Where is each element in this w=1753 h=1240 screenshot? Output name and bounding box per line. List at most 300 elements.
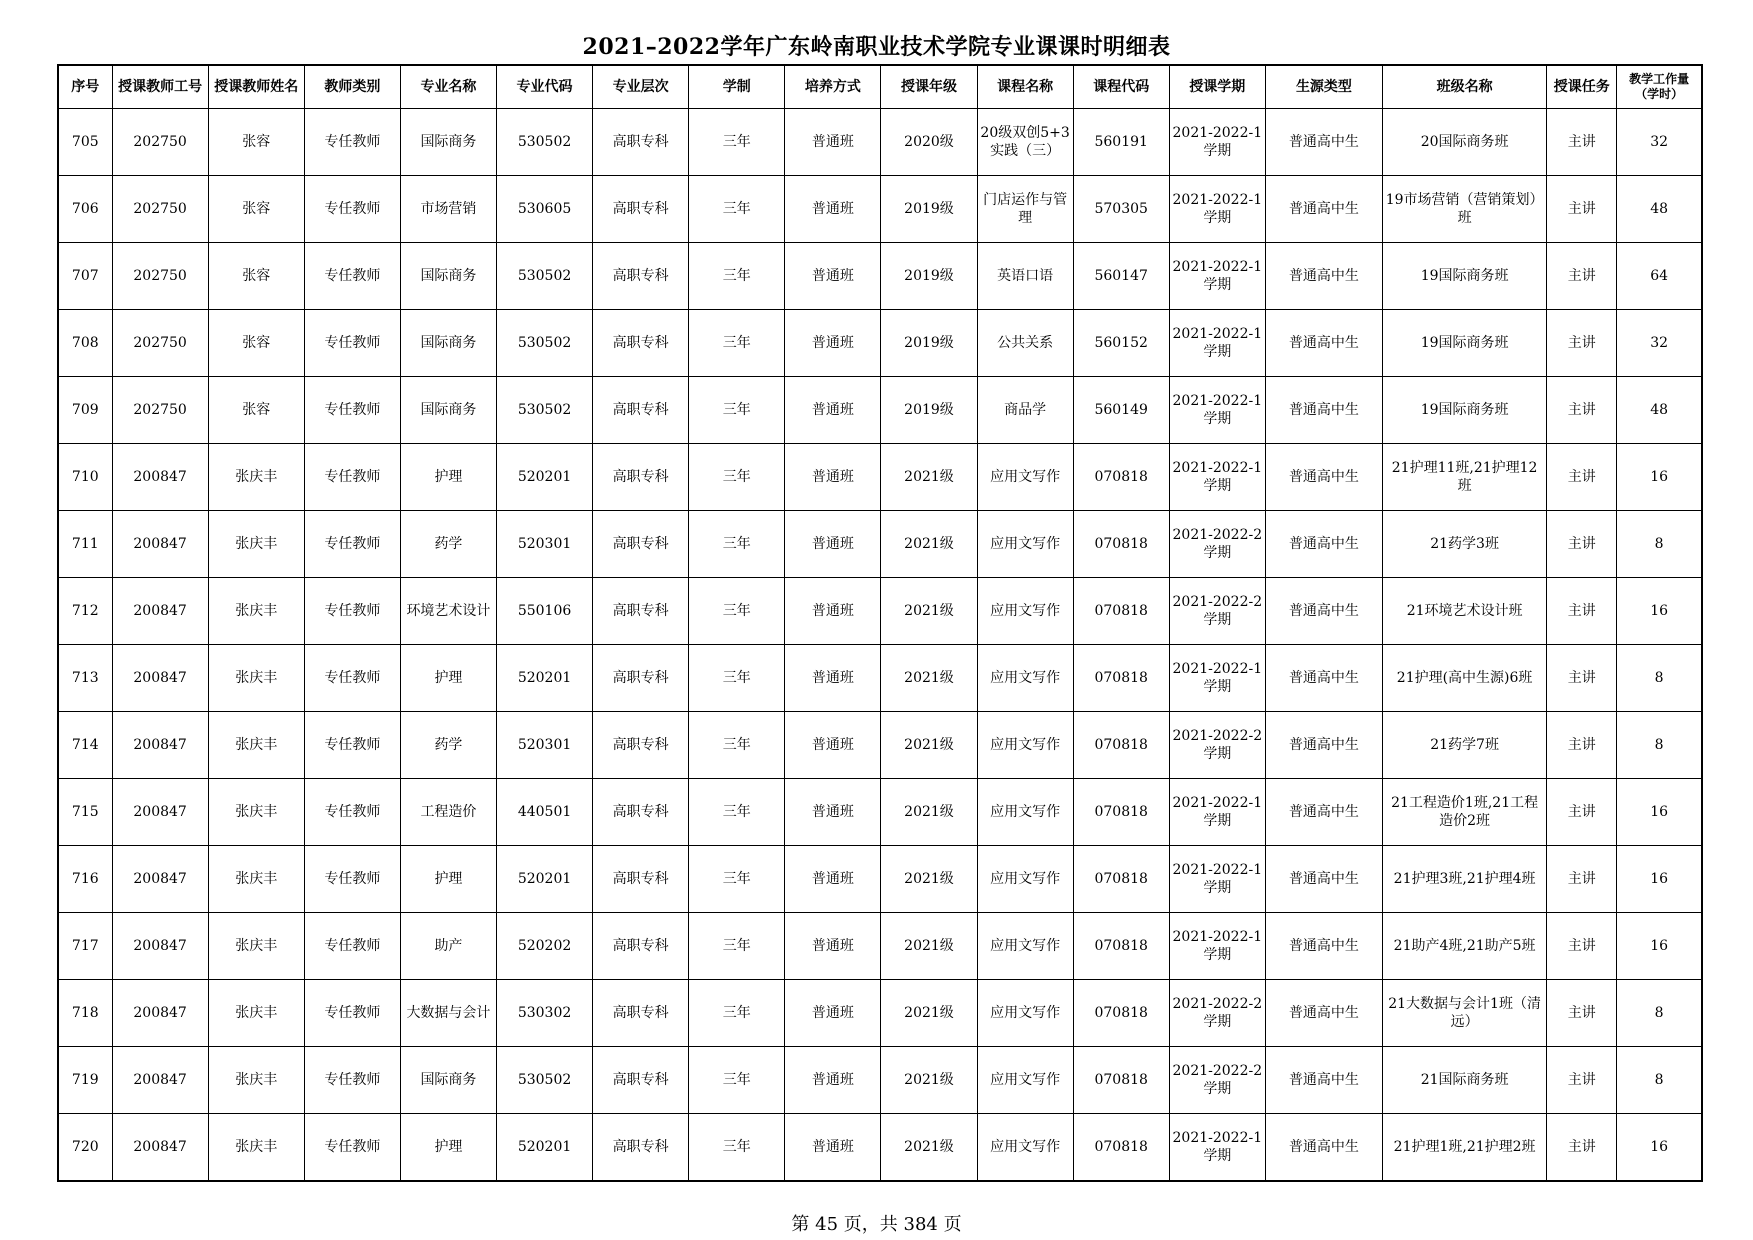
table-cell: 三年 [689, 377, 785, 444]
table-cell: 普通高中生 [1265, 511, 1382, 578]
table-cell: 高职专科 [593, 176, 689, 243]
table-row [58, 310, 1702, 377]
table-cell: 普通班 [785, 444, 881, 511]
column-header: 授课任务 [1547, 65, 1617, 109]
table-cell: 普通高中生 [1265, 779, 1382, 846]
table-cell: 070818 [1073, 578, 1169, 645]
table-cell: 070818 [1073, 1047, 1169, 1114]
table-cell: 711 [58, 511, 112, 578]
table-cell: 706 [58, 176, 112, 243]
table-cell: 708 [58, 310, 112, 377]
table-cell: 国际商务 [400, 109, 496, 176]
table-cell: 专任教师 [304, 377, 400, 444]
table-header-row [58, 65, 1702, 109]
table-cell: 2021级 [881, 712, 977, 779]
table-cell: 16 [1617, 913, 1702, 980]
table-cell: 21国际商务班 [1383, 1047, 1547, 1114]
table-cell: 普通高中生 [1265, 846, 1382, 913]
table-cell: 200847 [112, 913, 208, 980]
table-cell: 32 [1617, 310, 1702, 377]
table-cell: 主讲 [1547, 712, 1617, 779]
table-cell: 专任教师 [304, 176, 400, 243]
table-cell: 200847 [112, 980, 208, 1047]
table-cell: 16 [1617, 779, 1702, 846]
table-cell: 2021-2022-1学期 [1169, 1114, 1265, 1182]
table-cell: 530302 [497, 980, 593, 1047]
table-cell: 520201 [497, 846, 593, 913]
table-cell: 200847 [112, 1047, 208, 1114]
table-cell: 520301 [497, 511, 593, 578]
table-cell: 普通班 [785, 1114, 881, 1182]
table-cell: 2021-2022-2学期 [1169, 578, 1265, 645]
table-cell: 520201 [497, 444, 593, 511]
table-cell: 32 [1617, 109, 1702, 176]
column-header: 班级名称 [1383, 65, 1547, 109]
table-cell: 16 [1617, 578, 1702, 645]
table-cell: 2019级 [881, 176, 977, 243]
table-cell: 主讲 [1547, 846, 1617, 913]
table-cell: 2021级 [881, 511, 977, 578]
table-cell: 应用文写作 [977, 913, 1073, 980]
table-cell: 应用文写作 [977, 712, 1073, 779]
table-cell: 普通班 [785, 846, 881, 913]
table-cell: 三年 [689, 712, 785, 779]
table-cell: 440501 [497, 779, 593, 846]
table-cell: 三年 [689, 1047, 785, 1114]
table-cell: 专任教师 [304, 712, 400, 779]
table-cell: 普通班 [785, 913, 881, 980]
table-cell: 高职专科 [593, 779, 689, 846]
table-cell: 200847 [112, 578, 208, 645]
table-cell: 2021-2022-1学期 [1169, 645, 1265, 712]
table-cell: 高职专科 [593, 109, 689, 176]
table-cell: 三年 [689, 243, 785, 310]
table-cell: 530502 [497, 243, 593, 310]
table-cell: 高职专科 [593, 578, 689, 645]
table-cell: 2021级 [881, 913, 977, 980]
table-row [58, 377, 1702, 444]
table-cell: 202750 [112, 377, 208, 444]
table-cell: 550106 [497, 578, 593, 645]
table-row [58, 980, 1702, 1047]
table-cell: 2021级 [881, 444, 977, 511]
table-cell: 三年 [689, 310, 785, 377]
table-cell: 070818 [1073, 444, 1169, 511]
table-cell: 三年 [689, 578, 785, 645]
table-cell: 2021-2022-2学期 [1169, 1047, 1265, 1114]
table-cell: 21护理(高中生源)6班 [1383, 645, 1547, 712]
table-cell: 2021级 [881, 1114, 977, 1182]
table-cell: 药学 [400, 511, 496, 578]
column-header: 课程名称 [977, 65, 1073, 109]
table-cell: 200847 [112, 846, 208, 913]
table-cell: 20国际商务班 [1383, 109, 1547, 176]
table-cell: 护理 [400, 444, 496, 511]
table-cell: 普通高中生 [1265, 176, 1382, 243]
table-cell: 三年 [689, 511, 785, 578]
table-cell: 普通班 [785, 779, 881, 846]
course-hours-table [57, 64, 1703, 1182]
table-cell: 202750 [112, 243, 208, 310]
table-cell: 护理 [400, 846, 496, 913]
table-cell: 高职专科 [593, 645, 689, 712]
table-cell: 2021级 [881, 1047, 977, 1114]
column-header: 课程代码 [1073, 65, 1169, 109]
table-cell: 专任教师 [304, 779, 400, 846]
table-cell: 64 [1617, 243, 1702, 310]
table-cell: 714 [58, 712, 112, 779]
table-cell: 普通班 [785, 511, 881, 578]
table-cell: 707 [58, 243, 112, 310]
table-cell: 护理 [400, 1114, 496, 1182]
table-row [58, 176, 1702, 243]
table-cell: 专任教师 [304, 511, 400, 578]
table-row [58, 1047, 1702, 1114]
table-cell: 专任教师 [304, 578, 400, 645]
table-row [58, 578, 1702, 645]
table-cell: 200847 [112, 645, 208, 712]
table-cell: 718 [58, 980, 112, 1047]
table-cell: 普通高中生 [1265, 913, 1382, 980]
table-cell: 8 [1617, 980, 1702, 1047]
table-cell: 070818 [1073, 712, 1169, 779]
table-cell: 21工程造价1班,21工程造价2班 [1383, 779, 1547, 846]
table-cell: 2021-2022-1学期 [1169, 846, 1265, 913]
table-cell: 2021-2022-1学期 [1169, 176, 1265, 243]
table-cell: 普通高中生 [1265, 1114, 1382, 1182]
table-cell: 普通班 [785, 1047, 881, 1114]
table-cell: 717 [58, 913, 112, 980]
table-cell: 19国际商务班 [1383, 310, 1547, 377]
table-cell: 主讲 [1547, 377, 1617, 444]
table-cell: 三年 [689, 109, 785, 176]
column-header: 学制 [689, 65, 785, 109]
table-cell: 主讲 [1547, 980, 1617, 1047]
column-header: 授课教师工号 [112, 65, 208, 109]
table-cell: 普通班 [785, 712, 881, 779]
table-cell: 张庆丰 [208, 511, 304, 578]
table-cell: 16 [1617, 846, 1702, 913]
table-cell: 8 [1617, 1047, 1702, 1114]
table-cell: 21药学7班 [1383, 712, 1547, 779]
table-cell: 2021级 [881, 578, 977, 645]
table-cell: 三年 [689, 980, 785, 1047]
table-cell: 070818 [1073, 779, 1169, 846]
table-cell: 普通高中生 [1265, 243, 1382, 310]
table-cell: 普通高中生 [1265, 377, 1382, 444]
table-cell: 张庆丰 [208, 712, 304, 779]
table-cell: 713 [58, 645, 112, 712]
table-cell: 应用文写作 [977, 444, 1073, 511]
table-cell: 普通高中生 [1265, 444, 1382, 511]
column-header: 授课年级 [881, 65, 977, 109]
table-cell: 20级双创5+3实践（三） [977, 109, 1073, 176]
table-cell: 2021-2022-1学期 [1169, 913, 1265, 980]
table-row [58, 444, 1702, 511]
table-row [58, 243, 1702, 310]
table-cell: 716 [58, 846, 112, 913]
table-cell: 16 [1617, 444, 1702, 511]
table-cell: 200847 [112, 779, 208, 846]
table-cell: 专任教师 [304, 913, 400, 980]
table-cell: 070818 [1073, 846, 1169, 913]
table-cell: 2021-2022-1学期 [1169, 377, 1265, 444]
table-cell: 国际商务 [400, 1047, 496, 1114]
table-cell: 530605 [497, 176, 593, 243]
table-cell: 普通班 [785, 109, 881, 176]
table-cell: 三年 [689, 176, 785, 243]
table-cell: 2020级 [881, 109, 977, 176]
table-cell: 三年 [689, 444, 785, 511]
table-cell: 560152 [1073, 310, 1169, 377]
table-cell: 21大数据与会计1班（清远） [1383, 980, 1547, 1047]
table-cell: 202750 [112, 310, 208, 377]
table-cell: 环境艺术设计 [400, 578, 496, 645]
table-cell: 普通班 [785, 377, 881, 444]
table-cell: 710 [58, 444, 112, 511]
table-cell: 药学 [400, 712, 496, 779]
table-cell: 高职专科 [593, 1114, 689, 1182]
table-cell: 520201 [497, 645, 593, 712]
table-cell: 202750 [112, 176, 208, 243]
table-cell: 2021级 [881, 645, 977, 712]
column-header: 生源类型 [1265, 65, 1382, 109]
table-cell: 应用文写作 [977, 645, 1073, 712]
table-cell: 国际商务 [400, 377, 496, 444]
table-cell: 张容 [208, 243, 304, 310]
table-cell: 应用文写作 [977, 1114, 1073, 1182]
table-cell: 高职专科 [593, 712, 689, 779]
table-cell: 520202 [497, 913, 593, 980]
table-cell: 715 [58, 779, 112, 846]
column-header: 专业名称 [400, 65, 496, 109]
table-cell: 2021-2022-2学期 [1169, 712, 1265, 779]
table-cell: 张庆丰 [208, 846, 304, 913]
table-cell: 市场营销 [400, 176, 496, 243]
table-cell: 应用文写作 [977, 846, 1073, 913]
table-cell: 21护理1班,21护理2班 [1383, 1114, 1547, 1182]
table-cell: 530502 [497, 1047, 593, 1114]
table-cell: 070818 [1073, 645, 1169, 712]
table-cell: 070818 [1073, 913, 1169, 980]
table-cell: 070818 [1073, 1114, 1169, 1182]
table-cell: 48 [1617, 176, 1702, 243]
table-cell: 530502 [497, 310, 593, 377]
table-cell: 普通班 [785, 310, 881, 377]
table-cell: 公共关系 [977, 310, 1073, 377]
column-header: 授课学期 [1169, 65, 1265, 109]
table-cell: 2021-2022-1学期 [1169, 779, 1265, 846]
table-row [58, 645, 1702, 712]
table-row [58, 712, 1702, 779]
table-row [58, 846, 1702, 913]
table-cell: 高职专科 [593, 444, 689, 511]
table-cell: 三年 [689, 913, 785, 980]
table-cell: 高职专科 [593, 913, 689, 980]
table-cell: 主讲 [1547, 109, 1617, 176]
table-cell: 主讲 [1547, 779, 1617, 846]
table-cell: 200847 [112, 712, 208, 779]
table-cell: 普通高中生 [1265, 712, 1382, 779]
table-cell: 21护理3班,21护理4班 [1383, 846, 1547, 913]
table-cell: 助产 [400, 913, 496, 980]
table-cell: 普通班 [785, 176, 881, 243]
table-cell: 普通高中生 [1265, 980, 1382, 1047]
table-cell: 21药学3班 [1383, 511, 1547, 578]
table-cell: 张容 [208, 109, 304, 176]
table-row [58, 1114, 1702, 1182]
table-cell: 国际商务 [400, 243, 496, 310]
table-cell: 商品学 [977, 377, 1073, 444]
table-cell: 张容 [208, 310, 304, 377]
table-cell: 三年 [689, 846, 785, 913]
table-cell: 张庆丰 [208, 1114, 304, 1182]
table-cell: 英语口语 [977, 243, 1073, 310]
table-cell: 张庆丰 [208, 980, 304, 1047]
table-cell: 520201 [497, 1114, 593, 1182]
table-cell: 719 [58, 1047, 112, 1114]
table-cell: 200847 [112, 511, 208, 578]
table-body [58, 109, 1702, 1182]
table-cell: 8 [1617, 511, 1702, 578]
table-cell: 2021-2022-1学期 [1169, 444, 1265, 511]
table-row [58, 511, 1702, 578]
table-cell: 2021-2022-2学期 [1169, 511, 1265, 578]
table-row [58, 913, 1702, 980]
table-cell: 530502 [497, 109, 593, 176]
table-cell: 2021-2022-2学期 [1169, 980, 1265, 1047]
table-cell: 张容 [208, 176, 304, 243]
table-cell: 21环境艺术设计班 [1383, 578, 1547, 645]
table-cell: 8 [1617, 645, 1702, 712]
table-cell: 主讲 [1547, 913, 1617, 980]
table-cell: 2021级 [881, 779, 977, 846]
table-cell: 张庆丰 [208, 444, 304, 511]
table-cell: 高职专科 [593, 511, 689, 578]
column-header: 教学工作量（学时） [1617, 65, 1702, 109]
table-cell: 三年 [689, 645, 785, 712]
table-cell: 2019级 [881, 243, 977, 310]
table-cell: 专任教师 [304, 444, 400, 511]
table-cell: 530502 [497, 377, 593, 444]
table-cell: 普通高中生 [1265, 1047, 1382, 1114]
table-cell: 16 [1617, 1114, 1702, 1182]
table-cell: 工程造价 [400, 779, 496, 846]
table-cell: 普通高中生 [1265, 645, 1382, 712]
column-header: 授课教师姓名 [208, 65, 304, 109]
table-cell: 主讲 [1547, 444, 1617, 511]
table-cell: 应用文写作 [977, 511, 1073, 578]
table-cell: 普通班 [785, 980, 881, 1047]
table-cell: 560147 [1073, 243, 1169, 310]
table-cell: 应用文写作 [977, 980, 1073, 1047]
table-cell: 202750 [112, 109, 208, 176]
table-cell: 专任教师 [304, 310, 400, 377]
table-row [58, 779, 1702, 846]
column-header: 序号 [58, 65, 112, 109]
table-cell: 070818 [1073, 980, 1169, 1047]
table-cell: 应用文写作 [977, 779, 1073, 846]
table-cell: 19国际商务班 [1383, 377, 1547, 444]
page-number: 第 45 页，共 384 页 [791, 1214, 962, 1235]
table-cell: 张庆丰 [208, 578, 304, 645]
column-header: 培养方式 [785, 65, 881, 109]
table-cell: 主讲 [1547, 1047, 1617, 1114]
table-cell: 护理 [400, 645, 496, 712]
table-cell: 520301 [497, 712, 593, 779]
table-cell: 张庆丰 [208, 645, 304, 712]
table-cell: 专任教师 [304, 1047, 400, 1114]
table-cell: 张庆丰 [208, 779, 304, 846]
table-cell: 应用文写作 [977, 1047, 1073, 1114]
table-cell: 2021级 [881, 846, 977, 913]
table-cell: 大数据与会计 [400, 980, 496, 1047]
table-cell: 21护理11班,21护理12班 [1383, 444, 1547, 511]
column-header: 专业层次 [593, 65, 689, 109]
table-cell: 48 [1617, 377, 1702, 444]
table-cell: 2021-2022-1学期 [1169, 243, 1265, 310]
column-header: 专业代码 [497, 65, 593, 109]
table-cell: 张庆丰 [208, 913, 304, 980]
table-cell: 专任教师 [304, 1114, 400, 1182]
table-cell: 张容 [208, 377, 304, 444]
table-cell: 主讲 [1547, 511, 1617, 578]
table-cell: 709 [58, 377, 112, 444]
table-cell: 普通班 [785, 645, 881, 712]
table-cell: 高职专科 [593, 980, 689, 1047]
table-cell: 专任教师 [304, 846, 400, 913]
table-cell: 560149 [1073, 377, 1169, 444]
table-cell: 705 [58, 109, 112, 176]
table-cell: 主讲 [1547, 243, 1617, 310]
table-cell: 19市场营销（营销策划）班 [1383, 176, 1547, 243]
table-cell: 高职专科 [593, 310, 689, 377]
table-cell: 2021级 [881, 980, 977, 1047]
table-cell: 三年 [689, 1114, 785, 1182]
table-cell: 主讲 [1547, 1114, 1617, 1182]
table-cell: 门店运作与管理 [977, 176, 1073, 243]
table-cell: 专任教师 [304, 243, 400, 310]
table-cell: 200847 [112, 444, 208, 511]
page-title: 2021–2022学年广东岭南职业技术学院专业课课时明细表 [582, 34, 1171, 60]
table-cell: 主讲 [1547, 645, 1617, 712]
table-cell: 主讲 [1547, 176, 1617, 243]
table-cell: 三年 [689, 779, 785, 846]
table-cell: 200847 [112, 1114, 208, 1182]
table-cell: 2021-2022-1学期 [1169, 109, 1265, 176]
table-cell: 普通高中生 [1265, 109, 1382, 176]
table-cell: 普通班 [785, 243, 881, 310]
table-row [58, 109, 1702, 176]
table-cell: 高职专科 [593, 846, 689, 913]
table-cell: 普通高中生 [1265, 578, 1382, 645]
table-cell: 国际商务 [400, 310, 496, 377]
table-cell: 张庆丰 [208, 1047, 304, 1114]
table-cell: 21助产4班,21助产5班 [1383, 913, 1547, 980]
table-cell: 8 [1617, 712, 1702, 779]
column-header: 教师类别 [304, 65, 400, 109]
table-cell: 720 [58, 1114, 112, 1182]
table-cell: 2019级 [881, 310, 977, 377]
table-cell: 主讲 [1547, 310, 1617, 377]
table-cell: 19国际商务班 [1383, 243, 1547, 310]
table-cell: 570305 [1073, 176, 1169, 243]
table-cell: 高职专科 [593, 1047, 689, 1114]
table-cell: 普通班 [785, 578, 881, 645]
table-cell: 专任教师 [304, 109, 400, 176]
table-cell: 560191 [1073, 109, 1169, 176]
table-cell: 专任教师 [304, 980, 400, 1047]
